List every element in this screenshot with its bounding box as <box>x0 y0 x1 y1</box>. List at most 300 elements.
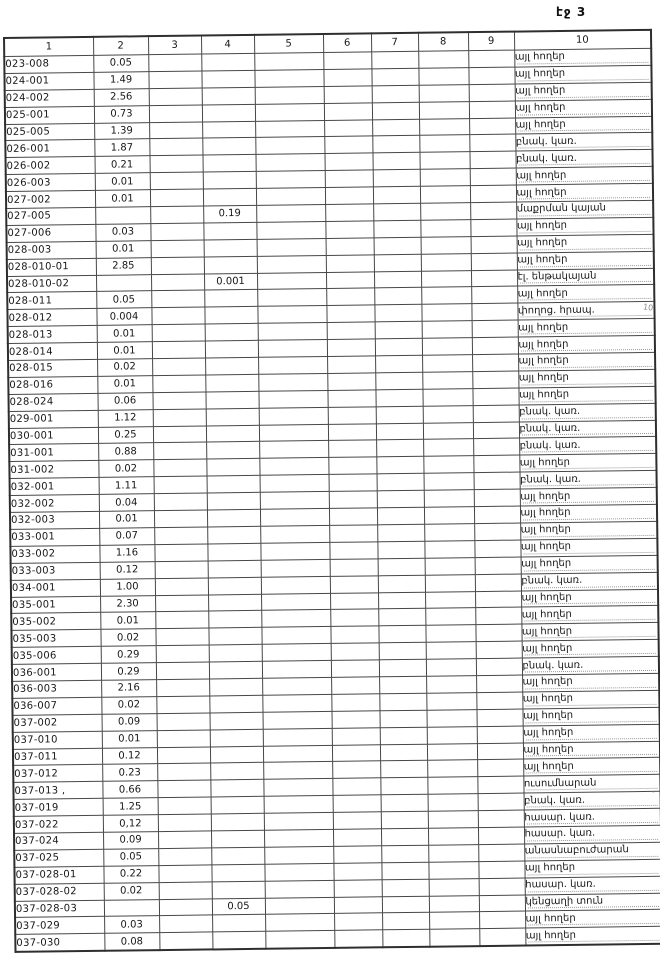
land-use-label-cell <box>523 741 660 760</box>
empty-cell <box>479 878 525 895</box>
parcel-code-cell: 025-005 <box>5 123 94 141</box>
land-use-label-cell <box>518 386 655 405</box>
empty-cell <box>472 320 518 337</box>
land-use-label: բնակ. կառ. <box>519 405 581 418</box>
empty-cell <box>469 84 515 101</box>
empty-cell <box>422 338 472 356</box>
empty-cell <box>326 305 374 322</box>
empty-cell <box>333 795 381 812</box>
area-value-cell: 1.16 <box>99 544 154 562</box>
col4-value-cell <box>207 476 260 494</box>
empty-cell <box>381 811 428 828</box>
area-value-cell: 0.01 <box>97 325 152 343</box>
col4-value-cell <box>208 560 261 578</box>
parcel-code-cell: 024-001 <box>4 72 93 90</box>
col4-value-cell <box>205 391 258 409</box>
empty-cell <box>255 137 324 155</box>
empty-cell <box>426 676 476 694</box>
land-use-label: այլ հողեր <box>521 591 572 604</box>
empty-cell <box>477 776 523 793</box>
empty-cell <box>426 692 476 710</box>
empty-cell <box>470 202 516 219</box>
empty-cell <box>326 288 374 305</box>
empty-cell <box>424 473 474 491</box>
col4-value-cell <box>203 155 256 173</box>
land-use-label: այլ հողեր <box>514 68 566 80</box>
marginal-handwritten-note: 10 <box>642 302 654 313</box>
parcel-code-cell: 037-024 <box>14 832 103 850</box>
land-use-label-cell <box>520 521 657 540</box>
empty-cell <box>429 929 479 947</box>
empty-cell <box>156 679 209 697</box>
area-value-cell: 0.09 <box>103 832 158 850</box>
land-use-label-cell <box>521 572 658 591</box>
area-value-cell: 0.05 <box>93 55 148 73</box>
land-use-label-cell <box>522 690 659 709</box>
col4-value-cell <box>204 239 257 257</box>
empty-cell <box>425 591 475 609</box>
land-use-label-cell <box>515 150 652 169</box>
empty-cell <box>150 206 203 224</box>
column-header-10: 10 <box>514 30 651 50</box>
empty-cell <box>265 880 334 898</box>
parcel-code-cell: 037-002 <box>13 714 102 732</box>
land-use-label-cell <box>519 454 656 473</box>
empty-cell <box>155 561 208 579</box>
empty-cell <box>155 628 208 646</box>
area-value-cell <box>96 274 151 292</box>
area-value-cell: 0.06 <box>97 392 152 410</box>
col4-value-cell <box>202 87 255 105</box>
area-value-cell: 2.30 <box>100 595 155 613</box>
land-use-label: մաքրման կայան <box>516 202 607 216</box>
empty-cell <box>478 827 524 844</box>
parcel-code-cell: 028-015 <box>8 359 97 377</box>
empty-cell <box>325 204 373 221</box>
col4-value-cell <box>211 830 264 848</box>
empty-cell <box>382 930 429 948</box>
land-use-label: այլ հողեր <box>523 760 574 773</box>
col4-value-cell <box>207 509 260 527</box>
empty-cell <box>157 730 210 748</box>
empty-cell <box>159 882 212 900</box>
empty-cell <box>149 138 202 156</box>
empty-cell <box>424 507 474 525</box>
empty-cell <box>474 540 520 557</box>
parcel-code-cell: 032-002 <box>10 494 99 512</box>
land-use-label-cell <box>517 234 654 253</box>
empty-cell <box>153 442 206 460</box>
col4-value-cell <box>202 121 255 139</box>
empty-cell <box>152 358 205 376</box>
parcel-code-cell: 027-005 <box>6 207 95 225</box>
parcel-code-cell: 028-010-01 <box>7 258 96 276</box>
empty-cell <box>152 375 205 393</box>
empty-cell <box>324 153 372 170</box>
area-value-cell: 0.66 <box>102 781 157 799</box>
empty-cell <box>469 151 515 168</box>
parcel-code-cell: 031-002 <box>9 461 98 479</box>
empty-cell <box>373 220 420 237</box>
empty-cell <box>263 779 332 797</box>
area-value-cell: 1.25 <box>103 798 158 816</box>
land-use-label: այլ հողեր <box>520 490 571 503</box>
empty-cell <box>157 763 210 781</box>
col4-value-cell <box>209 678 262 696</box>
empty-cell <box>479 911 525 928</box>
col4-value-cell <box>202 138 255 156</box>
land-use-label-cell <box>524 859 660 878</box>
empty-cell <box>264 829 333 847</box>
empty-cell <box>422 321 472 339</box>
empty-cell <box>371 68 418 85</box>
land-use-label: այլ հողեր <box>517 287 568 300</box>
empty-cell <box>429 895 479 913</box>
area-value-cell: 0.02 <box>97 359 152 377</box>
land-use-label: այլ հողեր <box>516 186 567 199</box>
empty-cell <box>374 288 421 305</box>
parcel-code-cell: 026-001 <box>5 140 94 158</box>
empty-cell <box>261 576 330 594</box>
col4-value-cell <box>204 290 257 308</box>
area-value-cell: 1.39 <box>94 122 149 140</box>
parcel-code-cell: 036-003 <box>12 680 101 698</box>
empty-cell <box>426 659 476 677</box>
land-use-label: հասար. կառ. <box>524 811 596 824</box>
empty-cell <box>378 592 425 609</box>
empty-cell <box>381 794 428 811</box>
land-use-label: բնակ. կառ. <box>516 152 577 165</box>
area-value-cell: 0.03 <box>95 224 150 242</box>
col4-value-cell <box>210 746 263 764</box>
col4-value-cell <box>212 932 265 950</box>
parcel-code-cell: 037-028-02 <box>15 883 104 901</box>
empty-cell <box>372 119 419 136</box>
land-use-label: այլ հողեր <box>519 456 571 469</box>
land-use-label-cell <box>523 775 660 794</box>
empty-cell <box>263 745 332 763</box>
empty-cell <box>328 423 376 440</box>
empty-cell <box>425 608 475 626</box>
empty-cell <box>325 221 373 238</box>
col4-value-cell: 0.001 <box>204 273 257 291</box>
area-value-cell: 0,12 <box>103 815 158 833</box>
parcel-code-cell: 037-019 <box>14 798 103 816</box>
col4-value-cell <box>207 492 260 510</box>
col4-value-cell <box>207 526 260 544</box>
empty-cell <box>380 744 427 761</box>
empty-cell <box>332 761 380 778</box>
empty-cell <box>152 324 205 342</box>
empty-cell <box>429 912 479 930</box>
empty-cell <box>378 626 425 643</box>
parcel-code-cell: 035-002 <box>11 613 100 631</box>
empty-cell <box>157 713 210 731</box>
empty-cell <box>324 119 372 136</box>
empty-cell <box>257 255 326 273</box>
area-value-cell: 0.01 <box>97 342 152 360</box>
land-parcels-table <box>3 29 660 953</box>
empty-cell <box>330 592 378 609</box>
area-value-cell: 0.01 <box>96 240 151 258</box>
parcel-code-cell: 034-001 <box>11 579 100 597</box>
empty-cell <box>375 322 422 339</box>
empty-cell <box>151 307 204 325</box>
empty-cell <box>329 491 377 508</box>
area-value-cell: 1.12 <box>98 409 153 427</box>
land-use-label-cell <box>523 758 660 777</box>
empty-cell <box>478 861 524 878</box>
col4-value-cell <box>206 425 259 443</box>
empty-cell <box>158 797 211 815</box>
empty-cell <box>258 373 327 391</box>
empty-cell <box>478 793 524 810</box>
empty-cell <box>328 440 376 457</box>
land-use-label: այլ հողեր <box>517 254 568 266</box>
empty-cell <box>425 625 475 643</box>
empty-cell <box>326 238 374 255</box>
empty-cell <box>323 69 371 86</box>
empty-cell <box>150 223 203 241</box>
land-use-label-cell <box>517 251 654 270</box>
empty-cell <box>427 743 477 761</box>
column-header-6: 6 <box>323 33 371 52</box>
empty-cell <box>254 69 323 87</box>
empty-cell <box>330 626 378 643</box>
empty-cell <box>260 492 329 510</box>
col4-value-cell <box>212 915 265 933</box>
area-value-cell: 2.16 <box>101 680 156 698</box>
empty-cell <box>156 645 209 663</box>
empty-cell <box>158 865 211 883</box>
empty-cell <box>378 575 425 592</box>
area-value-cell: 0.01 <box>97 376 152 394</box>
empty-cell <box>479 895 525 912</box>
empty-cell <box>376 440 423 457</box>
land-use-label: այլ հողեր <box>522 642 573 655</box>
empty-cell <box>153 459 206 477</box>
col4-value-cell <box>201 70 254 88</box>
empty-cell <box>327 373 375 390</box>
empty-cell <box>256 221 325 239</box>
column-header-8: 8 <box>418 32 468 51</box>
empty-cell <box>149 105 202 123</box>
col4-value-cell <box>209 644 262 662</box>
land-use-label: այլ հողեր <box>518 321 569 334</box>
empty-cell <box>424 540 474 558</box>
empty-cell <box>327 339 375 356</box>
empty-cell <box>476 709 522 726</box>
empty-cell <box>377 541 424 558</box>
empty-cell <box>426 709 476 727</box>
empty-cell <box>330 575 378 592</box>
empty-cell <box>255 86 324 104</box>
empty-cell <box>329 525 377 542</box>
col4-value-cell <box>204 256 257 274</box>
empty-cell <box>478 844 524 861</box>
empty-cell <box>425 574 475 592</box>
parcel-code-cell: 036-007 <box>12 697 101 715</box>
empty-cell <box>156 662 209 680</box>
empty-cell <box>334 896 382 913</box>
empty-cell <box>373 186 420 203</box>
col4-value-cell <box>207 543 260 561</box>
empty-cell <box>377 507 424 524</box>
column-header-2: 2 <box>93 36 148 55</box>
empty-cell <box>334 930 382 948</box>
empty-cell <box>471 253 517 270</box>
empty-cell <box>422 388 472 406</box>
empty-cell <box>331 694 379 711</box>
empty-cell <box>427 760 477 778</box>
land-use-label: այլ հողեր <box>516 169 567 182</box>
parcel-code-cell: 037-025 <box>14 849 103 867</box>
land-use-label-cell <box>517 268 654 287</box>
empty-cell <box>151 274 204 292</box>
empty-cell <box>159 915 212 933</box>
land-use-label-cell <box>517 302 654 321</box>
land-use-label: այլ հողեր <box>523 710 574 722</box>
area-value-cell: 2.85 <box>96 257 151 275</box>
empty-cell <box>152 341 205 359</box>
empty-cell <box>375 389 422 406</box>
empty-cell <box>382 896 429 913</box>
parcel-code-cell: 035-003 <box>11 630 100 648</box>
col4-value-cell <box>203 188 256 206</box>
land-use-label: բնակ. կառ. <box>522 659 584 672</box>
column-header-3: 3 <box>148 36 201 55</box>
land-use-label: այլ հողեր <box>525 929 576 942</box>
empty-cell <box>379 659 426 676</box>
empty-cell <box>262 677 331 695</box>
land-use-label-cell <box>519 420 656 439</box>
area-value-cell: 0.23 <box>102 764 157 782</box>
empty-cell <box>151 290 204 308</box>
area-value-cell: 0.29 <box>101 663 156 681</box>
empty-cell <box>258 390 327 408</box>
empty-cell <box>329 508 377 525</box>
empty-cell <box>257 289 326 307</box>
empty-cell <box>256 188 325 206</box>
empty-cell <box>418 51 468 69</box>
land-use-label-cell <box>522 639 659 658</box>
land-use-label: այլ հողեր <box>521 558 572 570</box>
land-use-label-cell <box>516 200 653 219</box>
empty-cell <box>332 744 380 761</box>
parcel-code-cell: 028-016 <box>8 376 97 394</box>
empty-cell <box>423 405 473 423</box>
empty-cell <box>156 696 209 714</box>
land-use-label: այլ հողեր <box>525 912 576 925</box>
empty-cell <box>476 641 522 658</box>
col4-value-cell <box>212 881 265 899</box>
land-use-label-cell <box>514 48 651 67</box>
area-value-cell: 1.87 <box>94 139 149 157</box>
empty-cell <box>468 67 514 84</box>
land-use-label: այլ հողեր <box>518 355 569 368</box>
empty-cell <box>423 456 473 474</box>
table-scan-wrapper <box>3 29 660 953</box>
land-use-label: բնակ. կառ. <box>521 574 583 587</box>
empty-cell <box>372 136 419 153</box>
parcel-code-cell: 028-013 <box>8 326 97 344</box>
empty-cell <box>468 50 514 67</box>
area-value-cell: 0.09 <box>102 713 157 731</box>
land-use-label-cell <box>519 403 656 422</box>
empty-cell <box>372 102 419 119</box>
area-value-cell: 0.22 <box>103 865 158 883</box>
empty-cell <box>331 643 379 660</box>
empty-cell <box>425 557 475 575</box>
land-use-label-cell <box>520 487 657 506</box>
empty-cell <box>374 305 421 322</box>
parcel-code-cell: 036-001 <box>12 663 101 681</box>
col4-value-cell <box>205 357 258 375</box>
empty-cell <box>471 303 517 320</box>
land-use-label: այլ հողեր <box>515 85 566 97</box>
col4-value-cell <box>210 763 263 781</box>
empty-cell <box>470 185 516 202</box>
area-value-cell: 0.21 <box>95 156 150 174</box>
empty-cell <box>260 542 329 560</box>
area-value-cell: 0.73 <box>94 105 149 123</box>
land-use-label: այլ հողեր <box>524 862 576 874</box>
empty-cell <box>327 356 375 373</box>
col4-value-cell <box>208 594 261 612</box>
empty-cell <box>323 52 371 69</box>
empty-cell <box>477 743 523 760</box>
col4-value-cell <box>208 611 261 629</box>
empty-cell <box>421 270 471 288</box>
empty-cell <box>262 694 331 712</box>
empty-cell <box>476 692 522 709</box>
empty-cell <box>150 172 203 190</box>
empty-cell <box>428 811 478 829</box>
empty-cell <box>151 240 204 258</box>
empty-cell <box>255 154 324 172</box>
land-use-label: բնակ. կառ. <box>519 422 581 435</box>
empty-cell <box>149 88 202 106</box>
empty-cell <box>148 54 201 72</box>
col4-value-cell <box>205 324 258 342</box>
empty-cell <box>377 490 424 507</box>
empty-cell <box>371 51 418 68</box>
empty-cell <box>255 103 324 121</box>
empty-cell <box>477 759 523 776</box>
empty-cell <box>420 220 470 238</box>
empty-cell <box>426 642 476 660</box>
empty-cell <box>374 254 421 271</box>
empty-cell <box>472 354 518 371</box>
area-value-cell: 0.25 <box>98 426 153 444</box>
area-value-cell: 0.05 <box>96 291 151 309</box>
empty-cell <box>329 474 377 491</box>
empty-cell <box>374 237 421 254</box>
empty-cell <box>379 693 426 710</box>
land-use-label-cell <box>524 791 660 810</box>
empty-cell <box>257 306 326 324</box>
empty-cell <box>150 155 203 173</box>
empty-cell <box>471 270 517 287</box>
area-value-cell: 0.01 <box>95 190 150 208</box>
col4-value-cell <box>206 442 259 460</box>
empty-cell <box>380 727 427 744</box>
col4-value-cell <box>205 340 258 358</box>
land-use-label: հասար. կառ. <box>524 828 596 840</box>
land-use-label: այլ հողեր <box>522 693 573 705</box>
area-value-cell: 1.11 <box>99 477 154 495</box>
empty-cell <box>475 607 521 624</box>
